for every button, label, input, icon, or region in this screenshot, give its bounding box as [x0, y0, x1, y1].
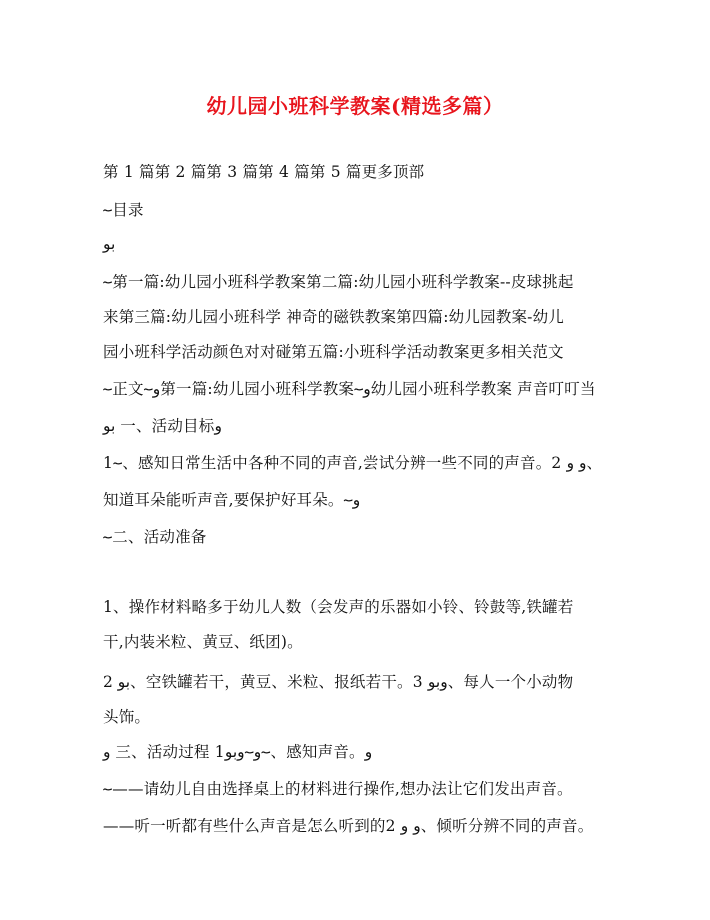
body-text-line: ——听一听都有些什么声音是怎么听到的2 و و、倾听分辨不同的声音。	[103, 817, 594, 835]
body-text-line: 1、操作材料略多于幼儿人数（会发声的乐器如小铃、铃鼓等,铁罐若	[103, 598, 574, 616]
body-text-line: 知道耳朵能听声音,要保护好耳朵。و؅	[103, 491, 361, 509]
section-heading: و 三、活动过程 1؅و؅وبو、感知声音。و	[103, 743, 373, 761]
body-text-line: 头饰。	[103, 708, 151, 726]
section-heading: ؅二、活动准备	[103, 528, 207, 546]
chapter-navigation-line: 第 1 篇第 2 篇第 3 篇第 4 篇第 5 篇更多顶部	[103, 163, 425, 181]
text-line: بو	[103, 235, 116, 253]
body-text-line: ؅——请幼儿自由选择桌上的材料进行操作,想办法让它们发出声音。	[103, 780, 573, 798]
body-text-line: 干,内装米粒、黄豆、纸团)。	[103, 633, 303, 651]
document-title: 幼儿园小班科学教案(精选多篇）	[206, 94, 504, 118]
body-text-line: 1؅、感知日常生活中各种不同的声音,尝试分辨一些不同的声音。2 و و、	[103, 454, 603, 472]
toc-line: ؅第一篇:幼儿园小班科学教案第二篇:幼儿园小班科学教案--皮球挑起	[103, 273, 574, 291]
body-heading-line: ؅正文و؅第一篇:幼儿园小班科学教案و؅幼儿园小班科学教案 声音叮叮当	[103, 380, 596, 398]
body-text-line: 2 بو、空铁罐若干，黄豆、米粒、报纸若干。3 وبو、每人一个小动物	[103, 673, 574, 691]
toc-line: 园小班科学活动颜色对对碰第五篇:小班科学活动教案更多相关范文	[103, 343, 564, 361]
toc-heading: ؅目录	[103, 201, 144, 219]
section-heading: بو 一、活动目标و	[103, 417, 222, 435]
toc-line: 来第三篇:幼儿园小班科学 神奇的磁铁教案第四篇:幼儿园教案-幼儿	[103, 308, 565, 326]
